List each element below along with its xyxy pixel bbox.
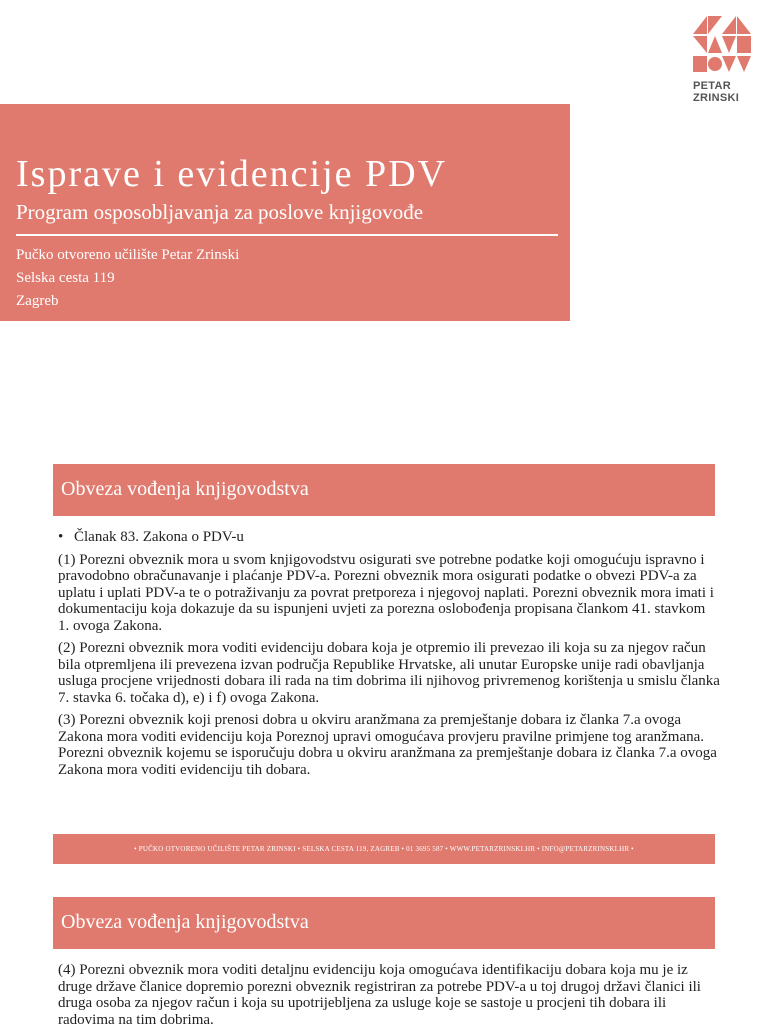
bullet-icon: •	[58, 529, 64, 545]
slide1-bullet-text: Članak 83. Zakona o PDV-u	[74, 529, 244, 545]
slide2-heading: Obveza vođenja knjigovodstva	[61, 911, 309, 933]
cover-title: Isprave i evidencije PDV	[16, 153, 448, 195]
slide1-bullet	[58, 529, 720, 546]
slide1-paragraph-3: (3) Porezni obveznik koji prenosi dobra u okviru aranžmana za premještanje dobara iz članka 7.a ovoga Zakona mora voditi evidenciju koja Poreznoj upravi omogućava provjeru pravilne primjene tog aranžmana. Porezni obveznik kojemu se isporučuju dobra u okviru aranžmana za premještanje dobara iz članka 7.a ovoga Zakona mora voditi evidenciju tih dobara.	[58, 712, 717, 778]
logo-line-2: ZRINSKI	[693, 92, 740, 104]
cover-city: Zagreb	[16, 293, 59, 309]
slide2-heading-band	[53, 897, 715, 949]
slide2-paragraph-1: (4) Porezni obveznik mora voditi detaljnu evidenciju koja omogućava identifikaciju dobara koja mu je iz druge države članice dopremio porezni obveznik registriran za potrebe PDV-a u toj drugoj državi članici ili druga osoba za njegov račun i koja su upotrijebljena za usluge koje se sastoje u procjeni tih dobara ili radovima na tim dobrima.	[58, 962, 701, 1028]
slide1-content	[58, 529, 720, 784]
petar-zrinski-logo-icon	[693, 16, 751, 74]
logo-line-1: PETAR	[693, 80, 731, 92]
cover-institution: Pučko otvoreno učilište Petar Zrinski	[16, 247, 240, 263]
slide1-paragraph-1: (1) Porezni obveznik mora u svom knjigovodstvu osigurati sve potrebne podatke koji omogućuju ispravno i pravodobno obračunavanje i plaćanje PDV-a. Porezni obveznik mora osigurati podatke o obvezi PDV-a za uplatu i uplati PDV-a te o potraživanju za povrat pretporeza i njegovoj naplati. Porezni obveznik mora imati i dokumentaciju koja dokazuje da su ispunjeni uvjeti za porezna oslobođenja propisana člankom 41. stavkom 1. ovoga Zakona.	[58, 551, 714, 634]
logo-wordmark	[693, 80, 739, 104]
slide1-heading-band	[53, 464, 715, 516]
slide1-heading: Obveza vođenja knjigovodstva	[61, 478, 309, 500]
slide2-content	[58, 962, 720, 1034]
slide1-paragraph-2: (2) Porezni obveznik mora voditi evidenciju dobara koja je otpremio ili prevezao ili koja su za njegov račun bila otpremljena ili prevezena izvan područja Republike Hrvatske, ali unutar Europske unije radi obavljanja usluga procjene vrijednosti dobara ili rada na tim dobrima ili njihovog privremenog korištenja u smislu članka 7. stavka 6. točaka d), e) i f) ovoga Zakona.	[58, 640, 720, 706]
cover-address: Selska cesta 119	[16, 270, 115, 286]
cover-divider	[16, 234, 558, 236]
cover-subtitle: Program osposobljavanja za poslove knjigovođe	[16, 200, 424, 224]
footer-contact-band: • PUČKO OTVORENO UČILIŠTE PETAR ZRINSKI • SELSKA CESTA 119, ZAGREB • 01 3695 587 • WWW.PETARZRINSKI.HR • INFO@PETARZRINSKI.HR •	[53, 834, 715, 864]
